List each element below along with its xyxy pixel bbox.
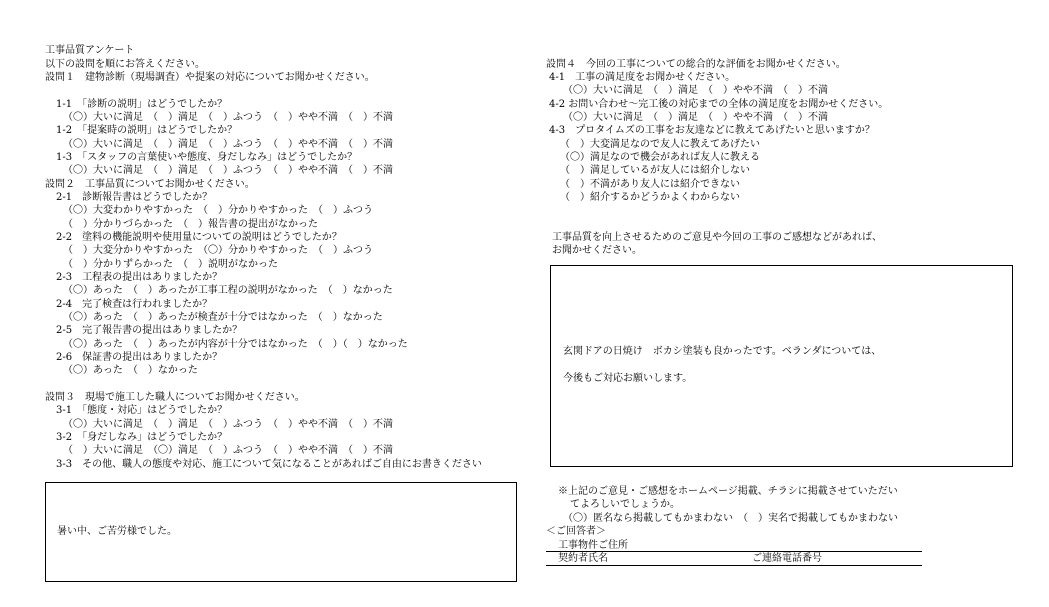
intro-text: 以下の設問を順にお答えください。 xyxy=(45,59,205,70)
address-label: 工事物件ご住所 xyxy=(558,540,628,551)
q2-6-question: 2-6 保証書の提出はありましたか？ xyxy=(56,352,223,363)
q3-2-question: 3-2 「身だしなみ」はどうでしたか？ xyxy=(56,432,228,443)
q2-2-answer-a: （ ）大変分かりやすかった （〇）分かりやすかった （ ）ふつう xyxy=(63,245,373,256)
q4-2-question: 4-2 お問い合わせ～完工後の対応までの全体の満足度をお聞かせください。 xyxy=(549,99,889,110)
q3-1-answer: （〇）大いに満足 （ ）満足 （ ）ふつう （ ）やや不満 （ ）不満 xyxy=(63,419,393,430)
q2-5-answer: （〇）あった （ ）あったが内容が十分ではなかった （ ）（ ）なかった xyxy=(63,339,408,350)
q2-4-question: 2-4 完了検査は行われましたか？ xyxy=(56,299,213,310)
q3-2-answer: （ ）大いに満足 （〇）満足 （ ）ふつう （ ）やや不満 （ ）不満 xyxy=(63,445,393,456)
q4-1-answer: （〇）大いに満足 （ ）満足 （ ）やや不満 （ ）不満 xyxy=(563,85,828,96)
q2-heading: 設問２ 工事品質についてお聞かせください。 xyxy=(45,179,255,190)
q2-1-question: 2-1 診断報告書はどうでしたか？ xyxy=(56,192,213,203)
q1-3-answer: （〇）大いに満足 （ ）満足 （ ）ふつう （ ）やや不満 （ ）不満 xyxy=(63,165,393,176)
q1-3-question: 1-3 「スタッフの言葉使いや態度、身だしなみ」はどうでしたか？ xyxy=(56,152,358,163)
opinion-prompt-2: お聞かせください。 xyxy=(552,245,642,256)
opinion-box[interactable] xyxy=(550,265,1013,467)
consent-note-2: てよろしいでしょうか。 xyxy=(570,499,680,510)
q2-2-answer-b: （ ）分かりずらかった （ ）説明がなかった xyxy=(63,259,278,270)
q3-3-question: 3-3 その他、職人の態度や対応、施工について気になることがあればご自由にお書きください xyxy=(56,459,482,470)
q3-1-question: 3-1 「態度・対応」はどうでしたか？ xyxy=(56,405,228,416)
q2-1-answer-a: （〇）大変わかりやすかった （ ）分かりやすかった （ ）ふつう xyxy=(63,205,373,216)
address-underline xyxy=(546,551,922,552)
q3-heading: 設問３ 現場で施工した職人についてお聞かせください。 xyxy=(45,392,305,403)
q4-3-option-3: （ ）満足しているが友人には紹介しない xyxy=(560,165,750,176)
q2-5-question: 2-5 完了報告書の提出はありましたか？ xyxy=(56,325,243,336)
q3-answer-text: 暑い中、ご苦労様でした。 xyxy=(57,526,177,537)
q3-answer-box[interactable] xyxy=(45,482,517,582)
opinion-line-1: 玄関ドアの日焼け ボカシ塗装も良かったです。ベランダについては、 xyxy=(563,346,882,357)
q2-1-answer-b: （ ）分かりづらかった （ ）報告書の提出がなかった xyxy=(63,219,318,230)
q4-3-question: 4-3 プロタイムズの工事をお友達などに教えてあげたいと思いますか？ xyxy=(549,125,875,136)
q4-3-option-1: （ ）大変満足なので友人に教えてあげたい xyxy=(560,139,760,150)
survey-title: 工事品質アンケート xyxy=(45,45,135,56)
q1-1-answer: （〇）大いに満足 （ ）満足 （ ）ふつう （ ）やや不満 （ ）不満 xyxy=(63,112,393,123)
consent-note-1: ※上記のご意見・ご感想をホームページ掲載、チラシに掲載させていただい xyxy=(558,486,898,497)
opinion-prompt-1: 工事品質を向上させるためのご意見や今回の工事のご感想などがあれば、 xyxy=(552,232,882,243)
q1-2-answer: （〇）大いに満足 （ ）満足 （ ）ふつう （ ）やや不満 （ ）不満 xyxy=(63,139,393,150)
consent-options: （〇）匿名なら掲載してもかまわない （ ）実名で掲載してもかまわない xyxy=(563,513,898,524)
q4-heading: 設問４ 今回の工事についての総合的な評価をお聞かせください。 xyxy=(546,59,846,70)
q1-2-question: 1-2 「提案時の説明」はどうでしたか？ xyxy=(56,125,238,136)
respondent-heading: ＜ご回答者＞ xyxy=(546,526,606,537)
q4-3-option-2: （〇）満足なので機会があれば友人に教える xyxy=(560,152,760,163)
phone-label: ご連絡電話番号 xyxy=(752,553,822,564)
name-underline xyxy=(546,565,922,566)
q2-2-question: 2-2 塗料の機能説明や使用量についての説明はどうでしたか？ xyxy=(56,232,342,243)
opinion-line-2: 今後もご対応お願いします。 xyxy=(563,373,693,384)
name-label: 契約者氏名 xyxy=(558,553,608,564)
q1-heading: 設問１ 建物診断（現場調査）や提案の対応についてお聞かせください。 xyxy=(45,72,375,83)
q4-2-answer: （〇）大いに満足 （ ）満足 （ ）やや不満 （ ）不満 xyxy=(563,112,828,123)
q4-1-question: 4-1 工事の満足度をお聞かせください。 xyxy=(549,72,736,83)
q2-3-question: 2-3 工程表の提出はありましたか？ xyxy=(56,272,223,283)
q2-4-answer: （〇）あった （ ）あったが検査が十分ではなかった （ ）なかった xyxy=(63,312,383,323)
q4-3-option-5: （ ）紹介するかどうかよくわからない xyxy=(560,192,740,203)
q1-1-question: 1-1 「診断の説明」はどうでしたか？ xyxy=(56,99,228,110)
q2-6-answer: （〇）あった （ ）なかった xyxy=(63,365,198,376)
q2-3-answer: （〇）あった （ ）あったが工事工程の説明がなかった （ ）なかった xyxy=(63,285,393,296)
q4-3-option-4: （ ）不満があり友人には紹介できない xyxy=(560,179,740,190)
